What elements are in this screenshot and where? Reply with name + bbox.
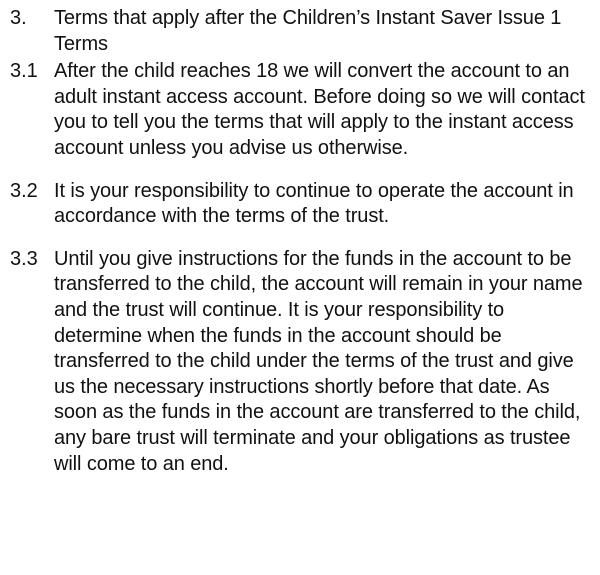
clause-number: 3.3	[10, 247, 38, 270]
clause-3-3	[10, 247, 592, 477]
clause-number: 3.1	[10, 60, 38, 83]
clause-text: It is your responsibility to continue to operate the account in accordance with the terms of the trust.	[54, 179, 574, 228]
section-number: 3.	[10, 7, 27, 29]
clause-3-1	[10, 59, 592, 161]
section-heading	[10, 6, 592, 57]
section-3	[10, 6, 592, 477]
section-title: Terms that apply after the Children’s Instant Saver Issue 1 Terms	[54, 7, 562, 55]
clause-3-2	[10, 179, 592, 230]
clause-text: After the child reaches 18 we will convert the account to an adult instant access account. Before doing so we will contact you to tell you the terms that will apply to the instant access account unless you advise us otherwise.	[54, 60, 585, 159]
clause-text: Until you give instructions for the funds in the account to be transferred to the child, the account will remain in your name and the trust will continue. It is your responsibility to determine when the funds in the account should be transferred to the child under the terms of the trust and give us the necessary instructions shortly before that date. As soon as the funds in the account are transferred to the child, any bare trust will terminate and your obligations as trustee will come to an end.	[54, 247, 583, 475]
clause-number: 3.2	[10, 179, 38, 202]
